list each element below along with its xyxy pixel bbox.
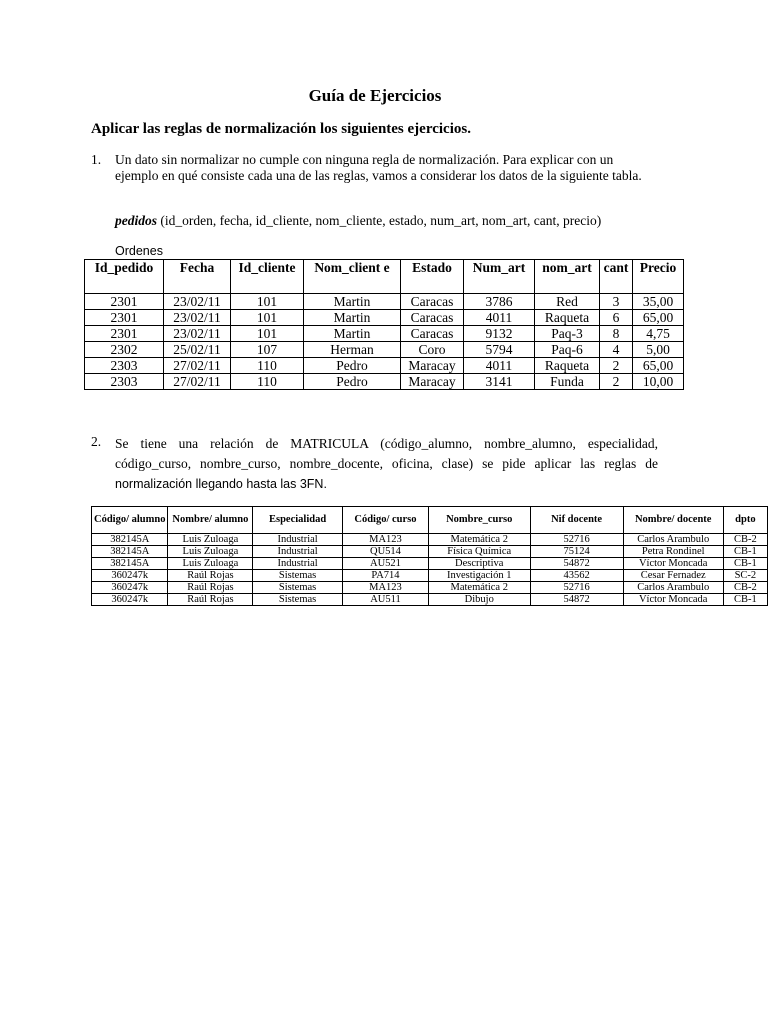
table-cell: 27/02/11: [164, 358, 231, 374]
table-cell: Maracay: [401, 358, 464, 374]
table-cell: 2303: [85, 374, 164, 390]
table-cell: Sistemas: [253, 594, 343, 606]
table-cell: Pedro: [304, 358, 401, 374]
table-cell: 2: [600, 374, 633, 390]
table-cell: 23/02/11: [164, 326, 231, 342]
table-cell: 101: [231, 326, 304, 342]
column-header: Especialidad: [253, 507, 343, 534]
page-title: Guía de Ejercicios: [308, 86, 442, 105]
table-cell: Industrial: [253, 534, 343, 546]
table-cell: CB-1: [723, 594, 767, 606]
column-header: cant: [600, 260, 633, 294]
table-cell: 43562: [530, 570, 623, 582]
table-cell: Industrial: [253, 558, 343, 570]
table-cell: 10,00: [633, 374, 684, 390]
table-cell: 35,00: [633, 294, 684, 310]
table-cell: Carlos Arambulo: [623, 534, 723, 546]
table-cell: Luis Zuloaga: [168, 534, 253, 546]
exercise-2-end: normalización llegando hasta las 3FN.: [115, 477, 327, 491]
table-cell: CB-1: [723, 558, 767, 570]
table-cell: 54872: [530, 594, 623, 606]
table-cell: Pedro: [304, 374, 401, 390]
table-cell: 52716: [530, 534, 623, 546]
table-cell: Red: [535, 294, 600, 310]
table-cell: 101: [231, 294, 304, 310]
table-cell: 25/02/11: [164, 342, 231, 358]
column-header: Precio: [633, 260, 684, 294]
table-cell: 382145A: [92, 534, 168, 546]
column-header: Fecha: [164, 260, 231, 294]
table-cell: SC-2: [723, 570, 767, 582]
table-cell: Sistemas: [253, 582, 343, 594]
table-cell: Raúl Rojas: [168, 594, 253, 606]
table-cell: Luis Zuloaga: [168, 546, 253, 558]
item-number-1: 1.: [91, 152, 102, 167]
table-cell: Martin: [304, 310, 401, 326]
table-cell: Raúl Rojas: [168, 570, 253, 582]
table-cell: CB-2: [723, 582, 767, 594]
table-cell: CB-2: [723, 534, 767, 546]
table-row: [85, 358, 684, 374]
table-cell: Coro: [401, 342, 464, 358]
table-row: [92, 558, 768, 570]
table-cell: 3786: [464, 294, 535, 310]
table-cell: 360247k: [92, 582, 168, 594]
table-header-row: [85, 260, 684, 294]
table-cell: MA123: [342, 582, 428, 594]
table-cell: MA123: [342, 534, 428, 546]
table-cell: Martin: [304, 294, 401, 310]
table-header-row: [92, 507, 768, 534]
enrollment-table: [91, 506, 768, 606]
column-header: Nombre/ alumno: [168, 507, 253, 534]
table-cell: 382145A: [92, 546, 168, 558]
column-header: Nombre_curso: [428, 507, 530, 534]
table-cell: 360247k: [92, 594, 168, 606]
table-cell: 4011: [464, 310, 535, 326]
instructions-heading: Aplicar las reglas de normalización los siguientes ejercicios.: [91, 121, 471, 137]
table-cell: Martin: [304, 326, 401, 342]
table-cell: Raúl Rojas: [168, 582, 253, 594]
column-header: Estado: [401, 260, 464, 294]
table-row: [85, 342, 684, 358]
table-cell: AU521: [342, 558, 428, 570]
exercise-2-body: Se tiene una relación de MATRICULA (código_alumno, nombre_alumno, especialidad, código_curso, nombre_curso, nombre_docente, oficina, clase) se pide aplicar las reglas de: [115, 436, 658, 471]
table-cell: 110: [231, 374, 304, 390]
column-header: Nom_client e: [304, 260, 401, 294]
table-cell: Paq-6: [535, 342, 600, 358]
table-cell: 101: [231, 310, 304, 326]
table-cell: Raqueta: [535, 310, 600, 326]
table-cell: Sistemas: [253, 570, 343, 582]
column-header: Nombre/ docente: [623, 507, 723, 534]
table-row: [92, 594, 768, 606]
table-cell: 107: [231, 342, 304, 358]
table-cell: 6: [600, 310, 633, 326]
table-cell: 382145A: [92, 558, 168, 570]
schema-definition: [115, 213, 601, 229]
table-cell: Caracas: [401, 310, 464, 326]
table-row: [85, 326, 684, 342]
column-header: Código/ curso: [342, 507, 428, 534]
table-row: [85, 374, 684, 390]
table-cell: PA714: [342, 570, 428, 582]
table-cell: Petra Rondinel: [623, 546, 723, 558]
table-cell: 54872: [530, 558, 623, 570]
table-cell: AU511: [342, 594, 428, 606]
column-header: Nif docente: [530, 507, 623, 534]
table-cell: 4011: [464, 358, 535, 374]
table-cell: Herman: [304, 342, 401, 358]
table-cell: Cesar Fernadez: [623, 570, 723, 582]
table-cell: 5,00: [633, 342, 684, 358]
table-cell: Víctor Moncada: [623, 594, 723, 606]
table-cell: 110: [231, 358, 304, 374]
table-cell: 27/02/11: [164, 374, 231, 390]
table-cell: Carlos Arambulo: [623, 582, 723, 594]
table-cell: Maracay: [401, 374, 464, 390]
schema-name: pedidos: [115, 213, 157, 228]
table-cell: 2301: [85, 294, 164, 310]
orders-table: [84, 259, 684, 390]
table-cell: Funda: [535, 374, 600, 390]
table-row: [92, 534, 768, 546]
table-cell: 3: [600, 294, 633, 310]
column-header: Id_pedido: [85, 260, 164, 294]
table-cell: Dibujo: [428, 594, 530, 606]
table-cell: Industrial: [253, 546, 343, 558]
table-cell: Física Química: [428, 546, 530, 558]
table-cell: 23/02/11: [164, 294, 231, 310]
table-cell: 5794: [464, 342, 535, 358]
table-cell: 4: [600, 342, 633, 358]
table-cell: Matemática 2: [428, 582, 530, 594]
table-cell: 3141: [464, 374, 535, 390]
table-row: [85, 294, 684, 310]
table-cell: Caracas: [401, 294, 464, 310]
exercise-2-text: [115, 434, 658, 494]
column-header: nom_art: [535, 260, 600, 294]
table-cell: 75124: [530, 546, 623, 558]
table-cell: Matemática 2: [428, 534, 530, 546]
table-cell: 2302: [85, 342, 164, 358]
table-cell: 65,00: [633, 310, 684, 326]
table-cell: 9132: [464, 326, 535, 342]
column-header: dpto: [723, 507, 767, 534]
schema-fields: (id_orden, fecha, id_cliente, nom_cliente, estado, num_art, nom_art, cant, precio): [157, 213, 602, 228]
table-cell: 52716: [530, 582, 623, 594]
table-cell: CB-1: [723, 546, 767, 558]
column-header: Código/ alumno: [92, 507, 168, 534]
table-cell: 2301: [85, 310, 164, 326]
table-cell: Investigación 1: [428, 570, 530, 582]
table-row: [85, 310, 684, 326]
table-cell: 2301: [85, 326, 164, 342]
table-cell: Raqueta: [535, 358, 600, 374]
table-row: [92, 546, 768, 558]
table-cell: 360247k: [92, 570, 168, 582]
table-row: [92, 582, 768, 594]
table-cell: Paq-3: [535, 326, 600, 342]
table-cell: 8: [600, 326, 633, 342]
table-cell: 2303: [85, 358, 164, 374]
table-cell: Descriptiva: [428, 558, 530, 570]
table-cell: Caracas: [401, 326, 464, 342]
item-number-2: 2.: [91, 434, 102, 449]
table-cell: Víctor Moncada: [623, 558, 723, 570]
column-header: Num_art: [464, 260, 535, 294]
table-cell: QU514: [342, 546, 428, 558]
table-cell: 65,00: [633, 358, 684, 374]
table-cell: Luis Zuloaga: [168, 558, 253, 570]
table-cell: 4,75: [633, 326, 684, 342]
table-cell: 23/02/11: [164, 310, 231, 326]
exercise-1-text: Un dato sin normalizar no cumple con ninguna regla de normalización. Para explicar con un ejemplo en qué consiste cada una de las reglas, vamos a considerar los datos de la siguiente tabla.: [115, 152, 642, 183]
table-caption: Ordenes: [115, 244, 163, 258]
column-header: Id_cliente: [231, 260, 304, 294]
table-row: [92, 570, 768, 582]
table-cell: 2: [600, 358, 633, 374]
